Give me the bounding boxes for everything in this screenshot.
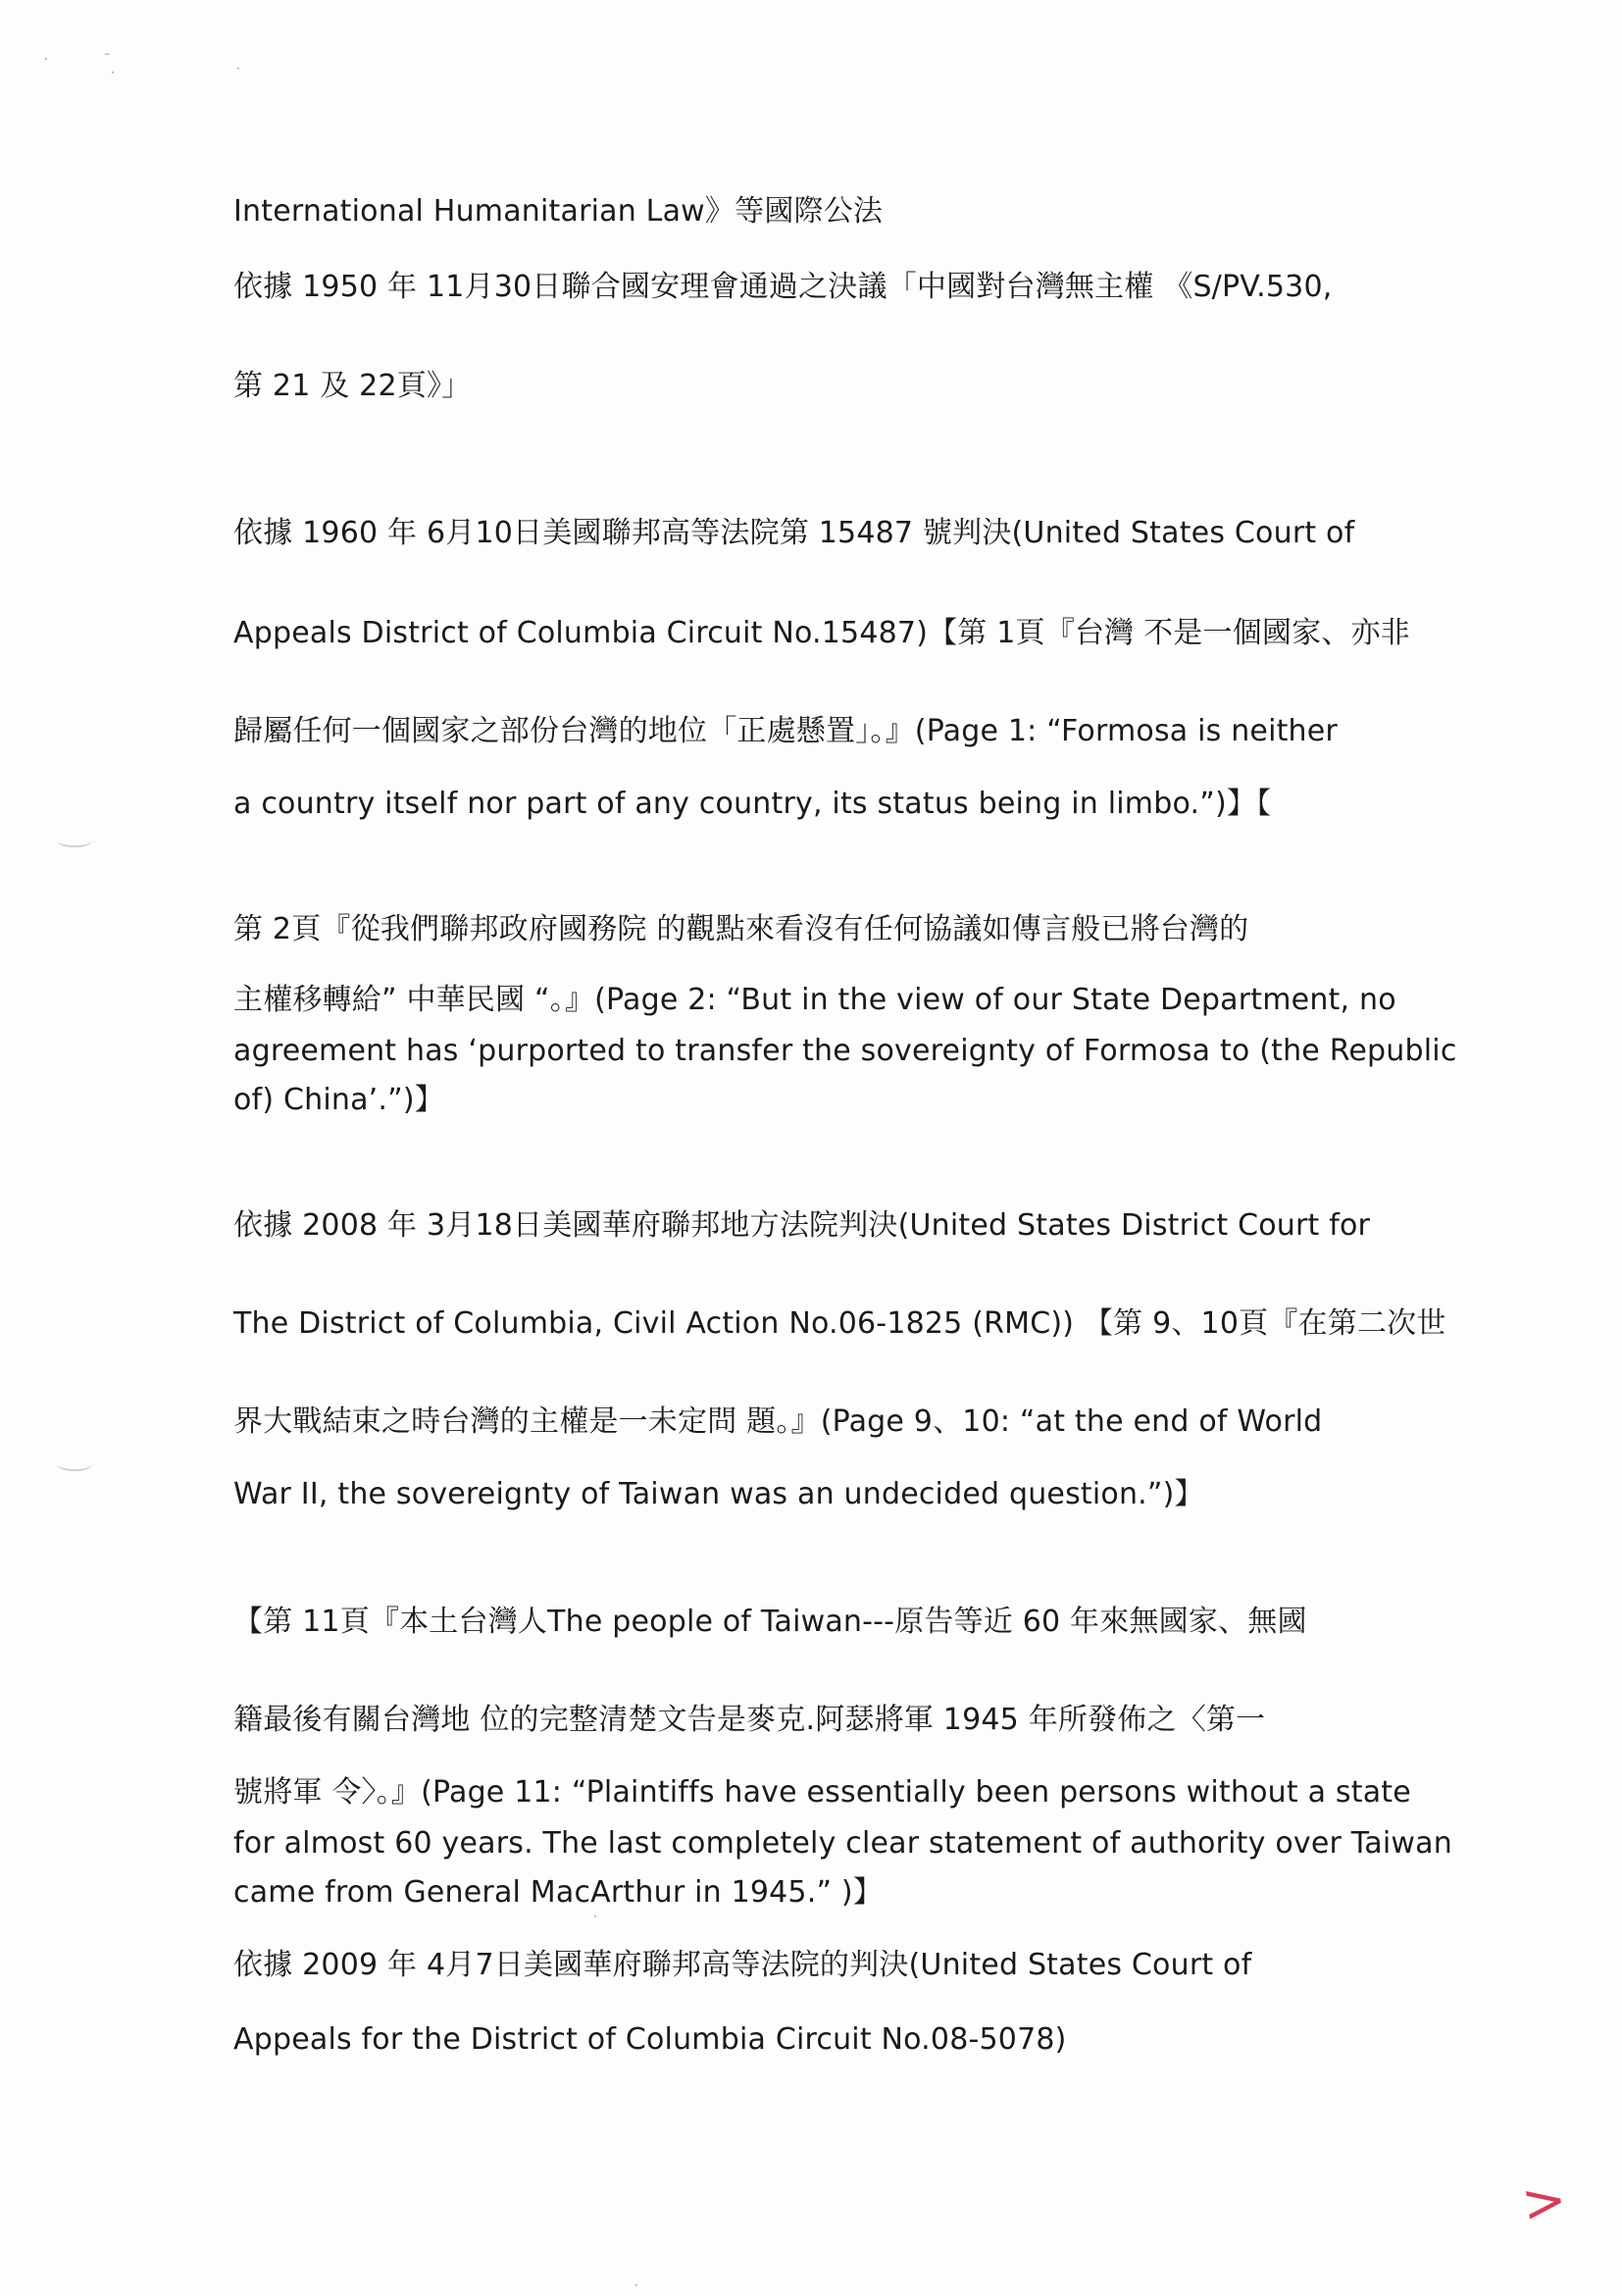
text-line: 主權移轉給” 中華民國 “。』(Page 2: “But in the view of our State Department, no <box>233 983 1396 1017</box>
text-line: came from General MacArthur in 1945.” )】 <box>233 1875 884 1910</box>
text-line: 依據 2008 年 3月18日美國華府聯邦地方法院判決(United States District Court for <box>233 1208 1371 1243</box>
text-line: 歸屬任何一個國家之部份台灣的地位「正處懸置」。』(Page 1: “Formosa is neither <box>233 714 1338 748</box>
scan-speck: ‐ <box>104 43 111 64</box>
text-line: War II, the sovereignty of Taiwan was an undecided question.”)】 <box>233 1477 1204 1511</box>
scan-speck: · <box>110 63 116 83</box>
text-line: 第 21 及 22頁》」 <box>233 369 472 403</box>
text-line: The District of Columbia, Civil Action No.06-1825 (RMC)) 【第 9、10頁『在第二次世 <box>233 1306 1446 1341</box>
text-line: International Humanitarian Law》等國際公法 <box>233 194 884 229</box>
text-line: 界大戰結束之時台灣的主權是一未定問 題。』(Page 9、10: “at the end of World <box>233 1404 1323 1439</box>
text-line: 依據 1950 年 11月30日聯合國安理會通過之決議「中國對台灣無主權 《S/PV.530, <box>233 270 1333 304</box>
text-line: for almost 60 years. The last completely clear statement of authority over Taiwan <box>233 1826 1452 1861</box>
text-line: 籍最後有關台灣地 位的完整清楚文告是麥克.阿瑟將軍 1945 年所發佈之〈第一 <box>233 1703 1266 1737</box>
text-line: 依據 2009 年 4月7日美國華府聯邦高等法院的判決(United States Court of <box>233 1948 1252 1982</box>
scan-edge-mark <box>57 1457 92 1471</box>
scan-speck: · <box>592 1907 598 1927</box>
text-line: 第 2頁『從我們聯邦政府國務院 的觀點來看沒有任何協議如傳言般已將台灣的 <box>233 912 1249 946</box>
scan-speck: · <box>43 49 49 70</box>
scan-speck: · <box>634 2275 639 2296</box>
text-line: 依據 1960 年 6月10日美國聯邦高等法院第 15487 號判決(United States Court of <box>233 516 1355 550</box>
red-check-mark: > <box>1517 2168 1571 2235</box>
text-line: 號將軍 令〉。』(Page 11: “Plaintiffs have essentially been persons without a state <box>233 1775 1411 1810</box>
text-line: Appeals for the District of Columbia Circuit No.08-5078) <box>233 2022 1067 2057</box>
scan-speck: · <box>235 59 241 79</box>
scan-edge-mark <box>57 834 92 847</box>
text-line: a country itself nor part of any country, its status being in limbo.”)】【 <box>233 787 1272 821</box>
text-line: of) China’.”)】 <box>233 1083 444 1117</box>
text-line: Appeals District of Columbia Circuit No.15487)【第 1頁『台灣 不是一個國家、亦非 <box>233 616 1410 650</box>
text-line: 【第 11頁『本土台灣人The people of Taiwan---原告等近 60 年來無國家、無國 <box>233 1605 1307 1639</box>
text-line: agreement has ‘purported to transfer the sovereignty of Formosa to (the Republic <box>233 1034 1457 1068</box>
